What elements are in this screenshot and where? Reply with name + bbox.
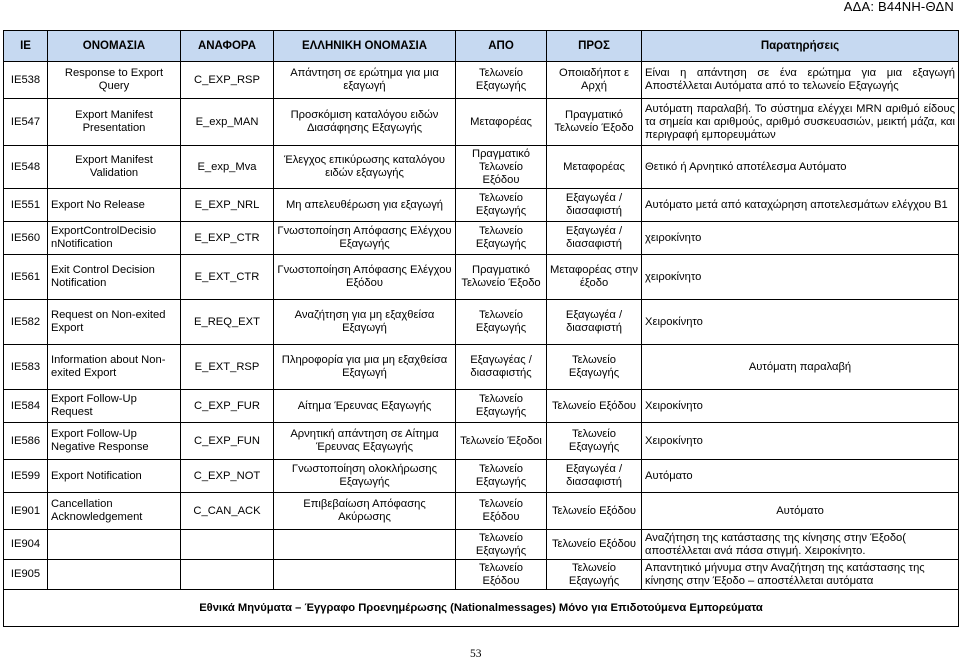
header-ie: ΙΕ [4,31,48,62]
cell-notes: χειροκίνητο [642,255,959,300]
cell-name: Export Manifest Presentation [48,99,181,146]
cell-notes: Αυτόματη παραλαβή. Το σύστημα ελέγχει MRN αριθμό είδους τα σημεία και αριθμούς, αριθμό συσκευασιών, μεικτή μάζα, και περιγραφή εμπορευμάτων [642,99,959,146]
cell-to: Τελωνείο Εξόδου [547,390,642,423]
table-row [4,390,959,423]
cell-to: Τελωνείο Εξαγωγής [547,560,642,590]
cell-to: Εξαγωγέα /διασαφιστή [547,300,642,345]
cell-notes: Αυτόματο μετά από καταχώρηση αποτελεσμάτων ελέγχου Β1 [642,189,959,222]
cell-name: Information about Non-exited Export [48,345,181,390]
cell-greek-name: Αρνητική απάντηση σε Αίτημα Έρευνας Εξαγωγής [274,423,456,460]
cell-ie: IE901 [4,493,48,530]
cell-to: Τελωνείο Εξαγωγής [547,423,642,460]
cell-ie: IE905 [4,560,48,590]
cell-to: Μεταφορέας στην έξοδο [547,255,642,300]
cell-from: Τελωνείο Εξαγωγής [456,222,547,255]
table-row [4,460,959,493]
cell-notes: Αυτόματο [642,460,959,493]
table-row [4,222,959,255]
header-to: ΠΡΟΣ [547,31,642,62]
cell-greek-name: Γνωστοποίηση Απόφασης Ελέγχου Εξαγωγής [274,222,456,255]
cell-ie: IE599 [4,460,48,493]
header-from: ΑΠΟ [456,31,547,62]
cell-greek-name: Μη απελευθέρωση για εξαγωγή [274,189,456,222]
table-row [4,300,959,345]
cell-from: Πραγματικό Τελωνείο Εξόδου [456,146,547,189]
cell-reference: E_EXP_CTR [181,222,274,255]
cell-notes: Αυτόματη παραλαβή [642,345,959,390]
cell-name: Export Follow-Up Negative Response [48,423,181,460]
cell-name: Export Notification [48,460,181,493]
cell-name: ExportControlDecisio nNotification [48,222,181,255]
cell-name: Export Manifest Validation [48,146,181,189]
table-row [4,530,959,560]
cell-name: Request on Non-exited Export [48,300,181,345]
cell-notes: χειροκίνητο [642,222,959,255]
table-row [4,493,959,530]
cell-name [48,530,181,560]
cell-to: Τελωνείο Εξόδου [547,493,642,530]
table-row [4,189,959,222]
cell-greek-name: Αίτημα Έρευνας Εξαγωγής [274,390,456,423]
header-notes: Παρατηρήσεις [642,31,959,62]
document-ada-code: ΑΔΑ: Β44ΝΗ-ΘΔΝ [843,0,954,14]
cell-greek-name: Έλεγχος επικύρωσης καταλόγου ειδών εξαγωγής [274,146,456,189]
cell-from: Τελωνείο Έξοδοι [456,423,547,460]
cell-ie: IE538 [4,62,48,99]
cell-notes: Θετικό ή Αρνητικό αποτέλεσμα Αυτόματο [642,146,959,189]
cell-name [48,560,181,590]
cell-reference: C_EXP_NOT [181,460,274,493]
cell-reference: E_EXT_CTR [181,255,274,300]
table-row [4,62,959,99]
cell-from: Πραγματικό Τελωνείο Έξοδο [456,255,547,300]
cell-reference: E_EXT_RSP [181,345,274,390]
cell-name: Response to Export Query [48,62,181,99]
cell-ie: IE547 [4,99,48,146]
cell-ie: IE551 [4,189,48,222]
cell-ie: IE586 [4,423,48,460]
header-greek-name: ΕΛΛΗΝΙΚΗ ΟΝΟΜΑΣΙΑ [274,31,456,62]
cell-reference: C_EXP_FUR [181,390,274,423]
cell-notes: Αυτόματο [642,493,959,530]
cell-from: Τελωνείο Εξόδου [456,493,547,530]
cell-reference: E_exp_MAN [181,99,274,146]
cell-greek-name: Πληροφορία για μια μη εξαχθείσα Εξαγωγή [274,345,456,390]
cell-to: Εξαγωγέα /διασαφιστή [547,222,642,255]
cell-name: Exit Control Decision Notification [48,255,181,300]
table-row [4,255,959,300]
cell-to: Μεταφορέας [547,146,642,189]
cell-ie: IE584 [4,390,48,423]
cell-from: Τελωνείο Εξαγωγής [456,62,547,99]
header-name: ΟΝΟΜΑΣΙΑ [48,31,181,62]
cell-reference: C_CAN_ACK [181,493,274,530]
cell-from: Τελωνείο Εξαγωγής [456,390,547,423]
cell-from: Τελωνείο Εξαγωγής [456,530,547,560]
table-row [4,345,959,390]
cell-from: Εξαγωγέας /διασαφιστής [456,345,547,390]
cell-greek-name: Γνωστοποίηση Απόφασης Ελέγχου Εξόδου [274,255,456,300]
footer-row [4,590,959,627]
cell-greek-name: Γνωστοποίηση ολοκλήρωσης Εξαγωγής [274,460,456,493]
table-row [4,146,959,189]
cell-notes: Είναι η απάντηση σε ένα ερώτημα για μια εξαγωγή Αποστέλλεται Αυτόματα από το τελωνείο Εξαγωγής [642,62,959,99]
cell-reference: E_EXP_NRL [181,189,274,222]
cell-ie: IE583 [4,345,48,390]
cell-name: Export No Release [48,189,181,222]
table-row [4,99,959,146]
header-reference: ΑΝΑΦΟΡΑ [181,31,274,62]
cell-greek-name: Προσκόμιση καταλόγου ειδών Διασάφησης Εξαγωγής [274,99,456,146]
cell-from: Μεταφορέας [456,99,547,146]
cell-to: Πραγματικό Τελωνείο Έξοδο [547,99,642,146]
cell-to: Οποιαδήποτ ε Αρχή [547,62,642,99]
footer-note: Εθνικά Μηνύματα – Έγγραφο Προενημέρωσης (Nationalmessages) Μόνο για Επιδοτούμενα Εμπορεύματα [4,590,959,627]
table-row [4,560,959,590]
cell-from: Τελωνείο Εξαγωγής [456,300,547,345]
cell-from: Τελωνείο Εξόδου [456,560,547,590]
cell-greek-name: Απάντηση σε ερώτημα για μια εξαγωγή [274,62,456,99]
cell-to: Εξαγωγέα /διασαφιστή [547,189,642,222]
cell-greek-name [274,560,456,590]
cell-reference: C_EXP_RSP [181,62,274,99]
cell-notes: Χειροκίνητο [642,390,959,423]
cell-to: Τελωνείο Εξαγωγής [547,345,642,390]
cell-greek-name: Επιβεβαίωση Απόφασης Ακύρωσης [274,493,456,530]
cell-reference: E_exp_Mva [181,146,274,189]
cell-to: Εξαγωγέα /διασαφιστή [547,460,642,493]
cell-notes: Απαντητικό μήνυμα στην Αναζήτηση της κατάστασης της κίνησης στην Έξοδο – αποστέλλεται αυτόματα [642,560,959,590]
table-row [4,423,959,460]
cell-ie: IE904 [4,530,48,560]
cell-to: Τελωνείο Εξόδου [547,530,642,560]
cell-reference: E_REQ_EXT [181,300,274,345]
cell-ie: IE561 [4,255,48,300]
cell-from: Τελωνείο Εξαγωγής [456,189,547,222]
cell-ie: IE548 [4,146,48,189]
cell-name: Export Follow-Up Request [48,390,181,423]
cell-name: Cancellation Acknowledgement [48,493,181,530]
table-header-row [4,31,959,62]
cell-notes: Χειροκίνητο [642,423,959,460]
messages-table [3,30,959,627]
cell-reference: C_EXP_FUN [181,423,274,460]
cell-reference [181,560,274,590]
cell-greek-name [274,530,456,560]
cell-notes: Αναζήτηση της κατάστασης της κίνησης στην Έξοδο( αποστέλλεται ανά πάσα στιγμή. Χειροκίνητο. [642,530,959,560]
page-number: 53 [470,648,482,660]
cell-reference [181,530,274,560]
cell-from: Τελωνείο Εξαγωγής [456,460,547,493]
cell-notes: Χειροκίνητο [642,300,959,345]
cell-ie: IE560 [4,222,48,255]
cell-ie: IE582 [4,300,48,345]
cell-greek-name: Αναζήτηση για μη εξαχθείσα Εξαγωγή [274,300,456,345]
